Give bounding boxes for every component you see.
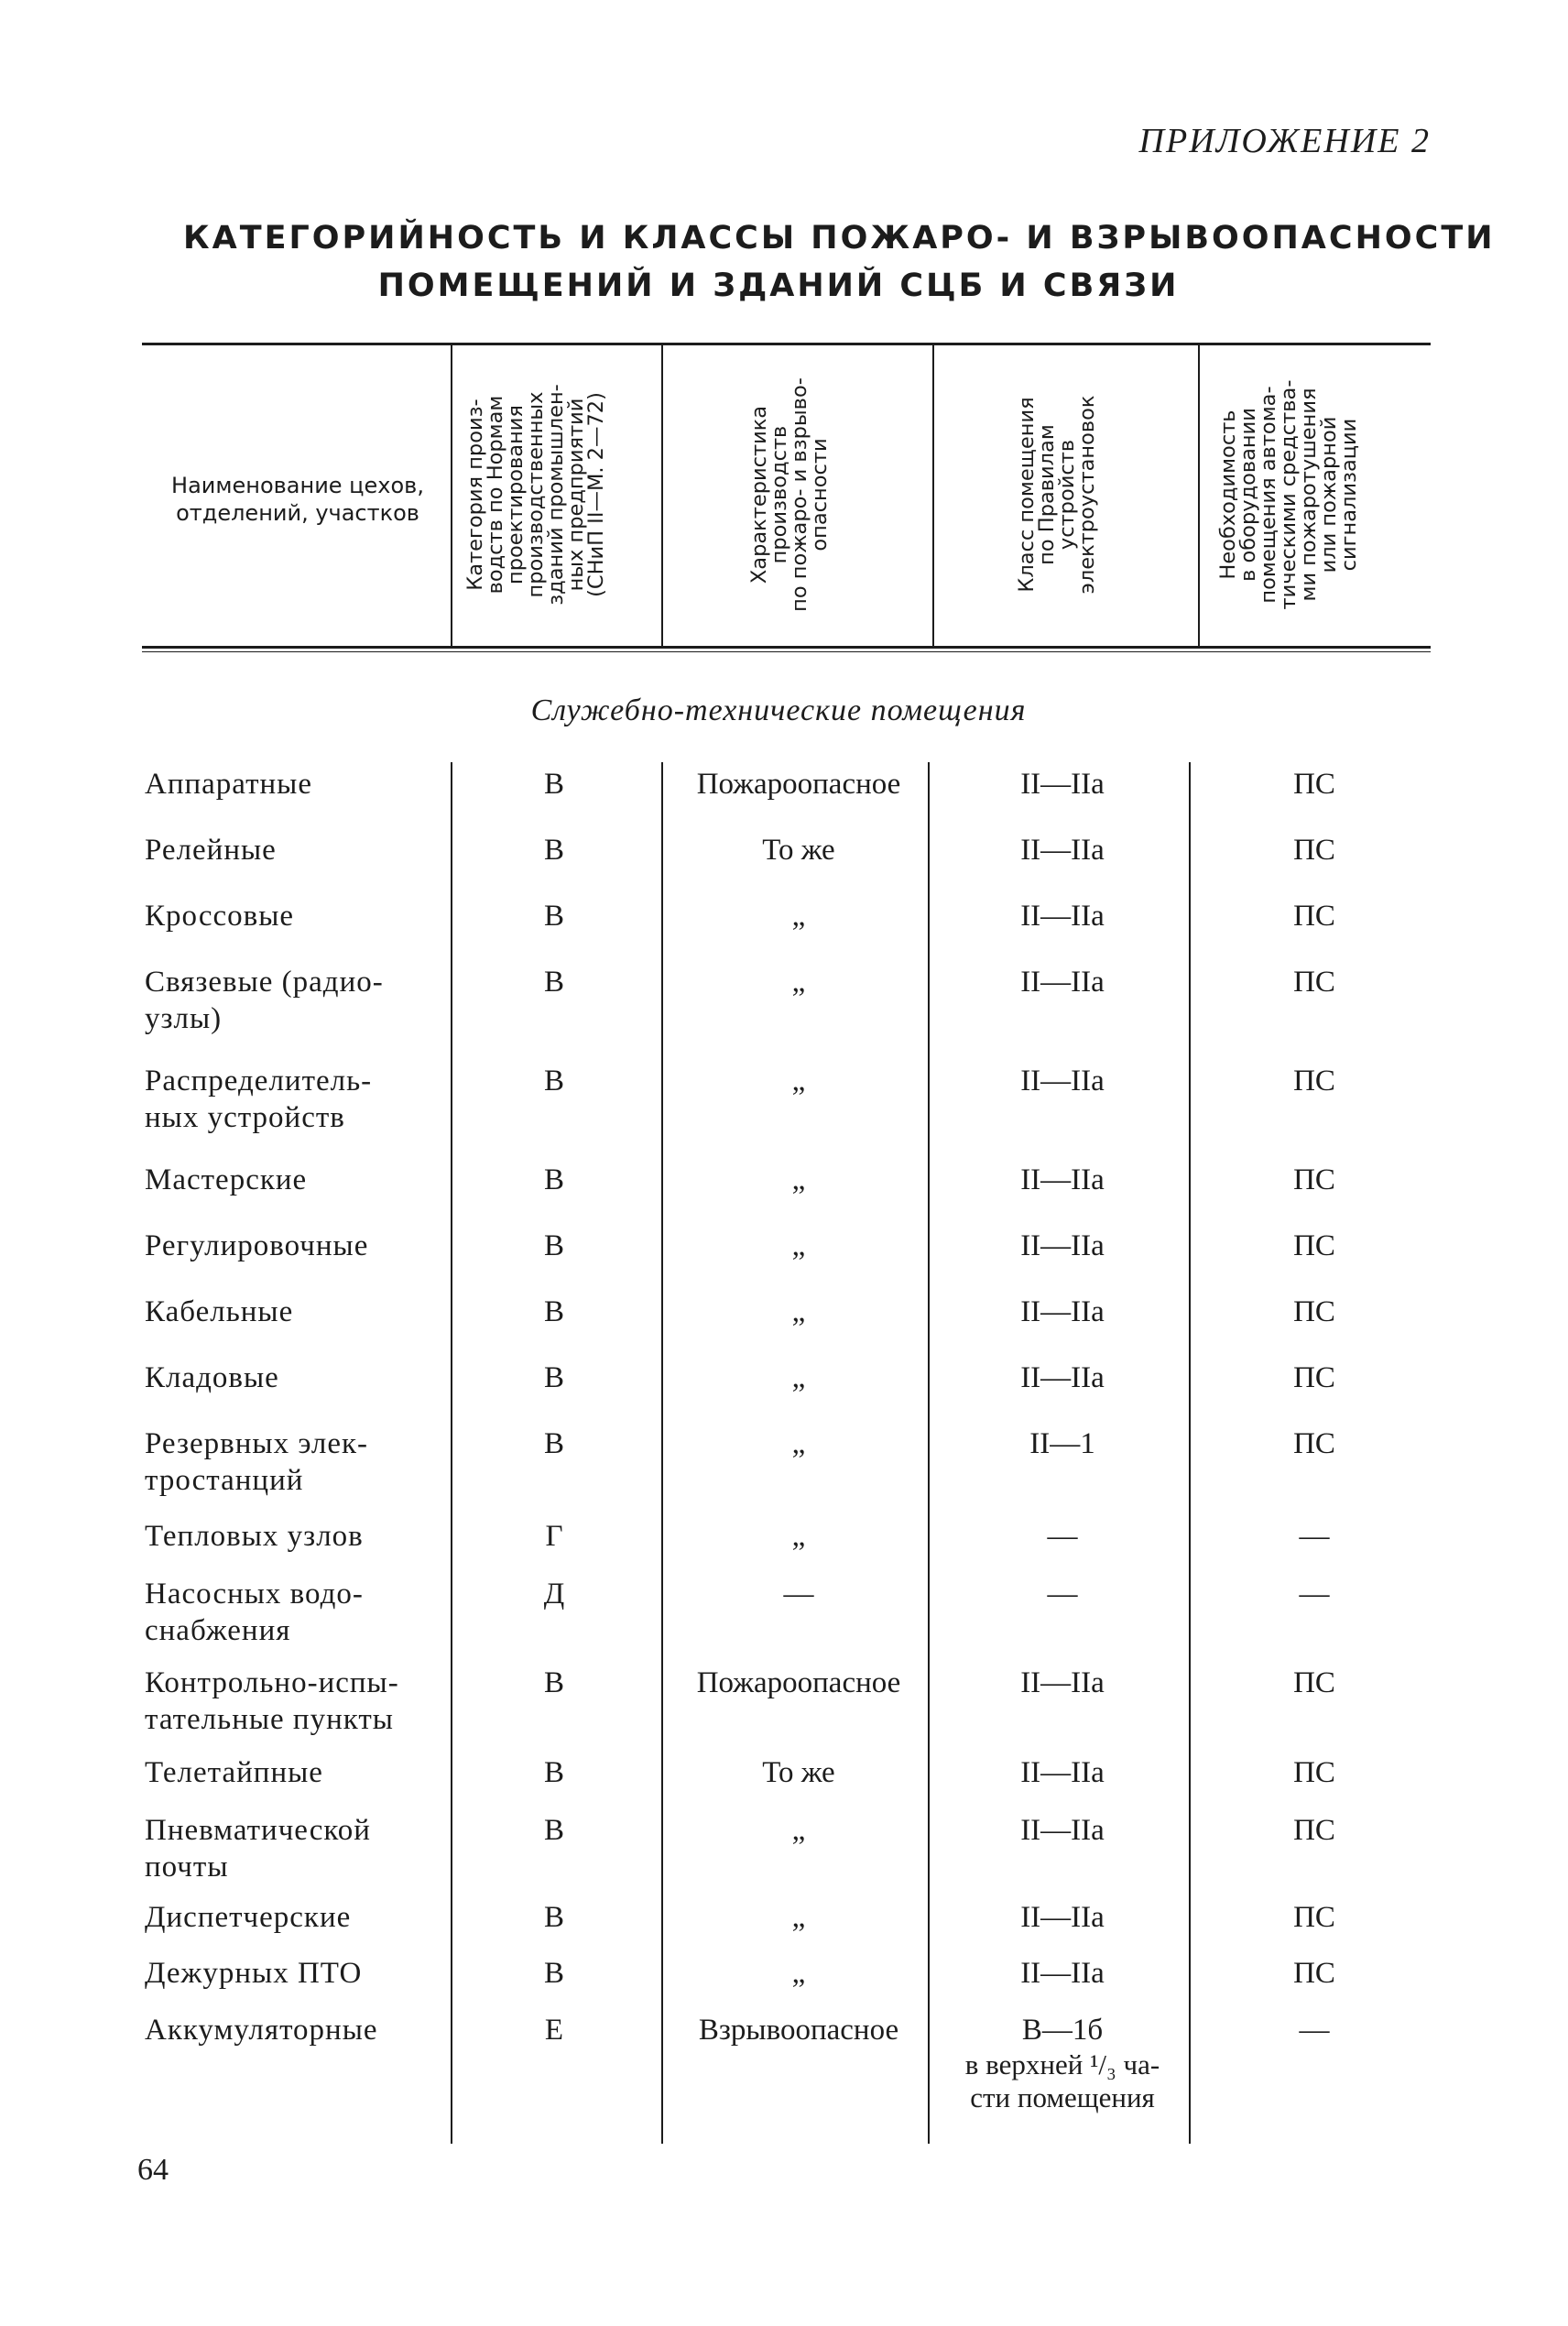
room-name: Насосных водо- снабжения (145, 1578, 364, 1647)
necessity-cell: ПС (1293, 1427, 1335, 1460)
header-bottom-rule (142, 646, 1431, 649)
room-name: Контрольно-испы- тательные пункты (145, 1666, 399, 1736)
class-cell: II—IIa (1020, 1666, 1105, 1699)
category-cell: Е (544, 2014, 564, 2047)
class-cell: — (1047, 1520, 1078, 1553)
class-cell: II—IIa (1020, 1814, 1105, 1847)
room-name: Мастерские (145, 1163, 308, 1196)
appendix-label: ПРИЛОЖЕНИЕ 2 (1138, 122, 1431, 160)
room-name: Пневматической почты (145, 1814, 371, 1884)
characteristic-cell: Пожароопасное (696, 768, 901, 801)
characteristic-cell: То же (762, 834, 835, 867)
class-cell: II—IIa (1020, 768, 1105, 801)
necessity-cell: — (1299, 1520, 1330, 1553)
category-cell: В (543, 1756, 564, 1789)
necessity-cell: ПС (1293, 768, 1335, 801)
characteristic-cell: „ (791, 1520, 806, 1553)
category-cell: В (543, 1229, 564, 1262)
category-cell: В (543, 834, 564, 867)
room-name: Диспетчерские (145, 1901, 352, 1934)
characteristic-cell: „ (791, 1814, 806, 1847)
category-cell: В (543, 1666, 564, 1699)
necessity-cell: ПС (1293, 1361, 1335, 1394)
room-name: Распределитель- ных устройств (145, 1065, 373, 1134)
category-cell: В (543, 1065, 564, 1097)
class-cell: II—IIa (1020, 1901, 1105, 1934)
header-divider-2 (661, 345, 663, 646)
room-name: Резервных элек- тростанций (145, 1427, 369, 1497)
room-name: Дежурных ПТО (145, 1957, 363, 1990)
necessity-cell: ПС (1293, 1957, 1335, 1990)
class-cell: II—IIa (1020, 966, 1105, 999)
category-cell: В (543, 1361, 564, 1394)
class-cell: II—1 (1029, 1427, 1095, 1460)
characteristic-cell: „ (791, 966, 806, 999)
category-cell: Г (545, 1520, 563, 1553)
class-cell: II—IIa (1020, 1756, 1105, 1789)
category-cell: В (543, 1163, 564, 1196)
class-value: В—1б (1021, 2014, 1104, 2047)
necessity-cell: — (1299, 1578, 1330, 1611)
necessity-cell: ПС (1293, 966, 1335, 999)
header-bottom-rule-thin (142, 651, 1431, 652)
title-line-1: КАТЕГОРИЙНОСТЬ И КЛАССЫ ПОЖАРО- И ВЗРЫВООПАСНОСТИ (183, 220, 1496, 257)
room-name: Кладовые (145, 1361, 279, 1394)
room-name: Аппаратные (145, 768, 312, 801)
room-name: Связевые (радио- узлы) (145, 966, 384, 1035)
title-line-2: ПОМЕЩЕНИЙ И ЗДАНИЙ СЦБ И СВЯЗИ (377, 268, 1180, 304)
column-header-category: Категория произ- водств по Нормам проектирования производственных зданий промышлен- ных предприятий (СНиП II—М. 2—72) (463, 384, 608, 606)
header-divider-1 (451, 345, 452, 646)
page-number: 64 (137, 2153, 169, 2187)
header-divider-3 (932, 345, 934, 646)
necessity-cell: — (1299, 2014, 1330, 2047)
column-header-class: Класс помещения по Правилам устройств электроустановок (1015, 395, 1099, 595)
characteristic-cell: „ (791, 1065, 806, 1097)
necessity-cell: ПС (1293, 1229, 1335, 1262)
characteristic-cell: „ (791, 1361, 806, 1394)
necessity-cell: ПС (1293, 1756, 1335, 1789)
column-header-characteristic: Характеристика производств по пожаро- и взрыво- опасности (747, 377, 832, 612)
category-cell: В (543, 1295, 564, 1328)
category-cell: В (543, 1427, 564, 1460)
room-name: Телетайпные (145, 1756, 323, 1789)
class-cell: II—IIa (1020, 1229, 1105, 1262)
room-name: Тепловых узлов (145, 1520, 364, 1553)
characteristic-cell: „ (791, 900, 806, 933)
header-divider-4 (1198, 345, 1200, 646)
necessity-cell: ПС (1293, 1065, 1335, 1097)
characteristic-cell: „ (791, 1229, 806, 1262)
necessity-cell: ПС (1293, 834, 1335, 867)
category-cell: В (543, 768, 564, 801)
class-cell: II—IIa (1020, 900, 1105, 933)
category-cell: В (543, 1901, 564, 1934)
necessity-cell: ПС (1293, 1666, 1335, 1699)
class-cell (930, 2012, 1195, 2114)
characteristic-cell: Пожароопасное (696, 1666, 901, 1699)
header-top-rule (142, 343, 1431, 345)
characteristic-cell: Взрывоопасное (698, 2014, 899, 2047)
characteristic-cell: „ (791, 1427, 806, 1460)
necessity-cell: ПС (1293, 1295, 1335, 1328)
class-cell: II—IIa (1020, 1295, 1105, 1328)
characteristic-cell: То же (762, 1756, 835, 1789)
necessity-cell: ПС (1293, 1163, 1335, 1196)
characteristic-cell: „ (791, 1295, 806, 1328)
document-title (183, 214, 1496, 310)
body-divider-1 (451, 762, 452, 2144)
room-name: Кабельные (145, 1295, 294, 1328)
column-header-name: Наименование цехов, отделений, участков (171, 473, 424, 526)
room-name: Релейные (145, 834, 277, 867)
category-cell: Д (543, 1578, 565, 1611)
class-cell: II—IIa (1020, 1065, 1105, 1097)
body-divider-2 (661, 762, 663, 2144)
section-title: Служебно-технические помещения (530, 693, 1027, 727)
room-name: Кроссовые (145, 900, 295, 933)
category-cell: В (543, 1957, 564, 1990)
class-cell: — (1047, 1578, 1078, 1611)
necessity-cell: ПС (1293, 1814, 1335, 1847)
class-cell: II—IIa (1020, 1163, 1105, 1196)
characteristic-cell: „ (791, 1901, 806, 1934)
class-cell: II—IIa (1020, 1361, 1105, 1394)
room-name: Аккумуляторные (145, 2014, 378, 2047)
class-cell: II—IIa (1020, 834, 1105, 867)
class-note: в верхней ¹/₃ ча- сти помещения (964, 2048, 1160, 2113)
characteristic-cell: „ (791, 1957, 806, 1990)
necessity-cell: ПС (1293, 900, 1335, 933)
category-cell: В (543, 966, 564, 999)
characteristic-cell: „ (791, 1163, 806, 1196)
category-cell: В (543, 900, 564, 933)
column-header-necessity: Необходимость в оборудовании помещения автома- тическими средства- ми пожаротушения или пожарной сигнализации (1216, 379, 1361, 610)
category-cell: В (543, 1814, 564, 1847)
class-cell: II—IIa (1020, 1957, 1105, 1990)
room-name: Регулировочные (145, 1229, 369, 1262)
characteristic-cell: — (783, 1578, 814, 1611)
necessity-cell: ПС (1293, 1901, 1335, 1934)
